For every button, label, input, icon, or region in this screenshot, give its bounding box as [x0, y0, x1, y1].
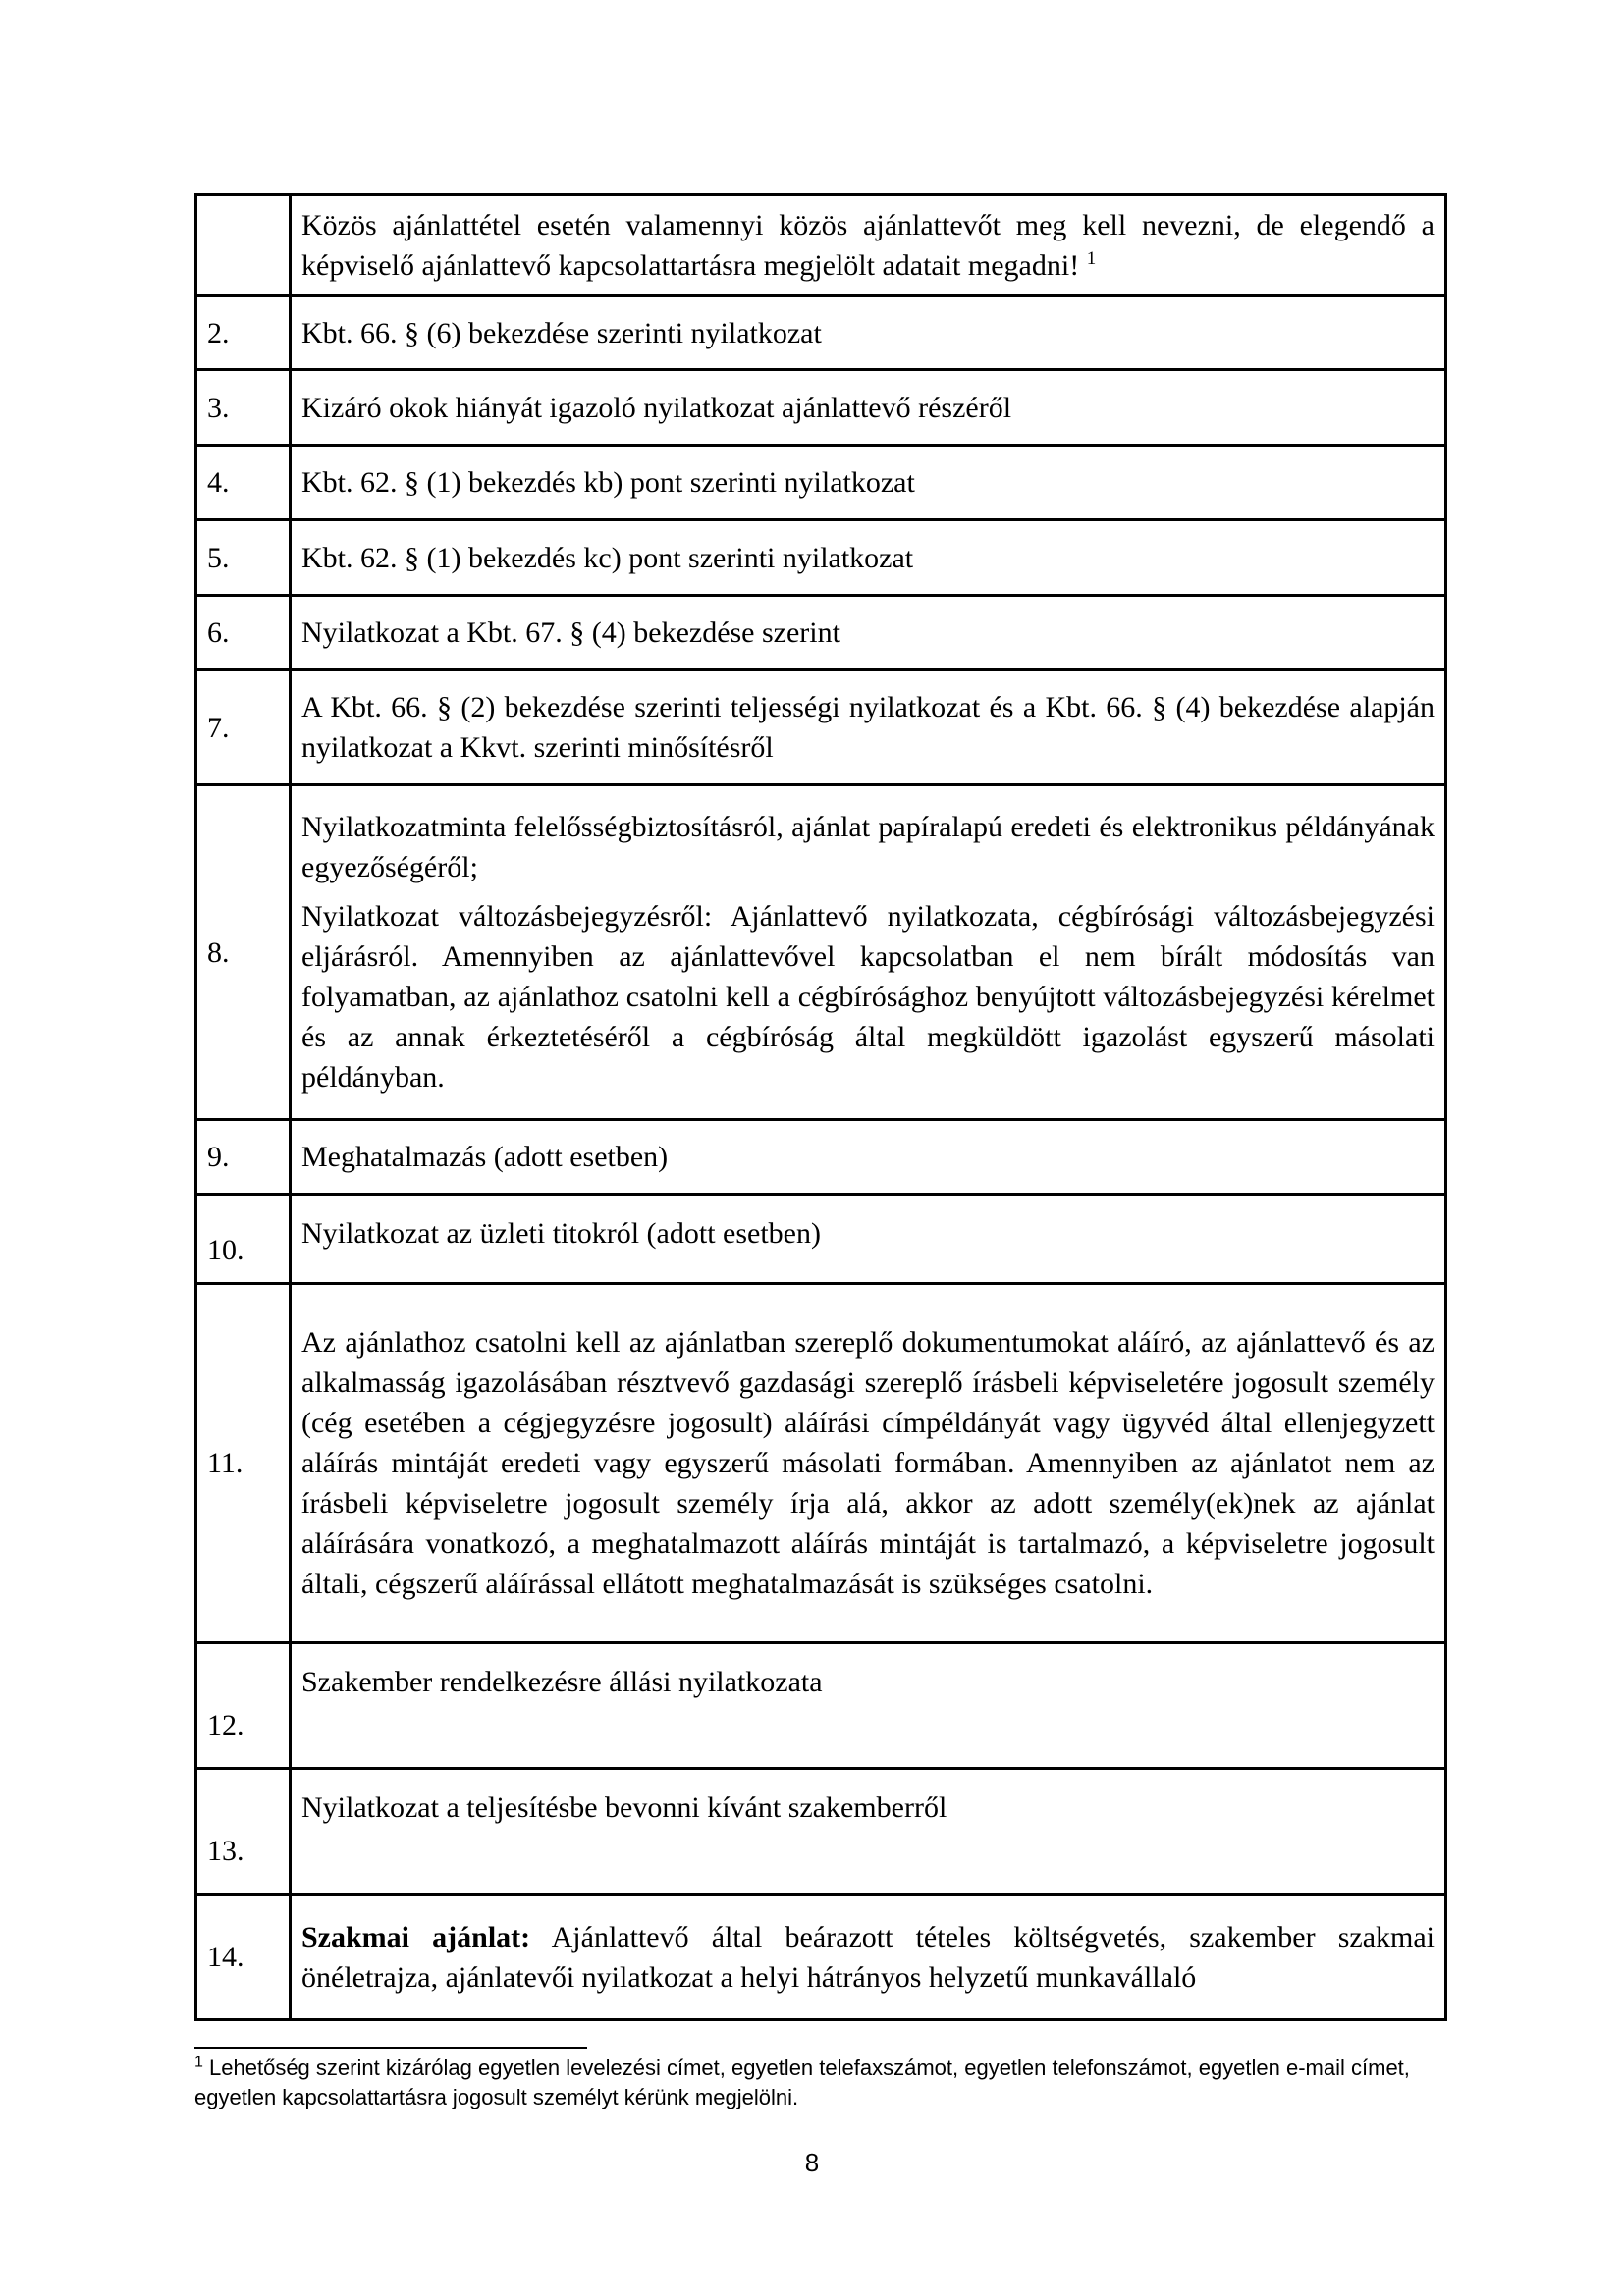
row-number: 9.: [196, 1120, 291, 1195]
table-row: [196, 1120, 1446, 1195]
row-number: 2.: [196, 296, 291, 370]
table-row: [196, 1284, 1446, 1643]
row-text: Nyilatkozat az üzleti titokról (adott esetben): [291, 1195, 1446, 1284]
row-bold-lead: Szakmai ajánlat:: [301, 1920, 531, 1953]
row-text: Kbt. 66. § (6) bekezdése szerinti nyilatkozat: [291, 296, 1446, 370]
footnote-reference: 1: [1086, 248, 1097, 269]
row-text-content: Közös ajánlattétel esetén valamennyi közös ajánlattevőt meg kell nevezni, de elegendő a képviselő ajánlattevő kapcsolattartásra megjelölt adatait megadni!: [301, 209, 1435, 282]
row-number: 8.: [196, 785, 291, 1120]
table-row: [196, 596, 1446, 670]
row-text: A Kbt. 66. § (2) bekezdése szerinti teljességi nyilatkozat és a Kbt. 66. § (4) bekezdése alapján nyilatkozat a Kkvt. szerinti minősítésről: [291, 670, 1446, 785]
row-number: 7.: [196, 670, 291, 785]
row-number: 4.: [196, 446, 291, 520]
row-paragraph: Nyilatkozat változásbejegyzésről: Ajánlattevő nyilatkozata, cégbírósági változásbejegyzési eljárásról. Amennyiben az ajánlattevővel kapcsolatban el nem bírált módosítás van folyamatban, az ajánlathoz csatolni kell a cégbírósághoz benyújtott változásbejegyzési kérelmet és az annak érkeztetéséről a cégbíróság által megküldött igazolást egyszerű másolati példányban.: [301, 900, 1435, 1094]
row-text: [291, 195, 1446, 296]
table-row: [196, 370, 1446, 446]
row-number: 12.: [196, 1643, 291, 1769]
row-number: 5.: [196, 520, 291, 596]
row-text: Kbt. 62. § (1) bekezdés kc) pont szerinti nyilatkozat: [291, 520, 1446, 596]
footnote: [194, 2054, 1447, 2112]
row-text: Meghatalmazás (adott esetben): [291, 1120, 1446, 1195]
row-number: 10.: [196, 1195, 291, 1284]
footnote-separator: [194, 2047, 587, 2049]
table-row: [196, 1195, 1446, 1284]
footnote-text: Lehetőség szerint kizárólag egyetlen levelezési címet, egyetlen telefaxszámot, egyetlen telefonszámot, egyetlen e-mail címet, egyetlen kapcsolattartásra jogosult személyt kérünk megjelölni.: [194, 2056, 1410, 2109]
table-row: [196, 195, 1446, 296]
table-row: [196, 520, 1446, 596]
row-number: [196, 195, 291, 296]
row-text: Kizáró okok hiányát igazoló nyilatkozat ajánlattevő részéről: [291, 370, 1446, 446]
row-text: Kbt. 62. § (1) bekezdés kb) pont szerinti nyilatkozat: [291, 446, 1446, 520]
footnote-mark: 1: [194, 2054, 203, 2071]
table-row: [196, 446, 1446, 520]
row-text: [291, 1895, 1446, 2020]
page-number: 8: [804, 2148, 820, 2177]
row-text: [291, 785, 1446, 1120]
table-row: [196, 1895, 1446, 2020]
table-row: [196, 670, 1446, 785]
row-number: 14.: [196, 1895, 291, 2020]
row-number: 3.: [196, 370, 291, 446]
row-number: 13.: [196, 1769, 291, 1895]
row-paragraph: Nyilatkozatminta felelősségbiztosításról, ajánlat papíralapú eredeti és elektronikus példányának egyezőségéről;: [301, 811, 1435, 883]
table-row: [196, 785, 1446, 1120]
row-text-content: Ajánlattevő által beárazott tételes költségvetés, szakember szakmai önéletrajza, ajánlatevői nyilatkozat a helyi hátrányos helyzetű munkavállaló: [301, 1920, 1435, 1994]
table-row: [196, 1769, 1446, 1895]
row-number: 11.: [196, 1284, 291, 1643]
table-row: [196, 1643, 1446, 1769]
row-text: Szakember rendelkezésre állási nyilatkozata: [291, 1643, 1446, 1769]
table-row: [196, 296, 1446, 370]
row-text: Az ajánlathoz csatolni kell az ajánlatban szereplő dokumentumokat aláíró, az ajánlattevő és az alkalmasság igazolásában résztvevő gazdasági szereplő írásbeli képviseletére jogosult személy (cég esetében a cégjegyzésre jogosult) aláírási címpéldányát vagy ügyvéd által ellenjegyzett aláírás mintáját eredeti vagy egyszerű másolati formában. Amennyiben az ajánlatot nem az írásbeli képviseletre jogosult személy írja alá, akkor az adott személy(ek)nek az ajánlat aláírására vonatkozó, a meghatalmazott aláírás mintáját is tartalmazó, a képviseletre jogosult általi, cégszerű aláírással ellátott meghatalmazását is szükséges csatolni.: [291, 1284, 1446, 1643]
row-number: 6.: [196, 596, 291, 670]
requirements-table: [194, 193, 1447, 2021]
row-text: Nyilatkozat a teljesítésbe bevonni kívánt szakemberről: [291, 1769, 1446, 1895]
row-text: Nyilatkozat a Kbt. 67. § (4) bekezdése szerint: [291, 596, 1446, 670]
